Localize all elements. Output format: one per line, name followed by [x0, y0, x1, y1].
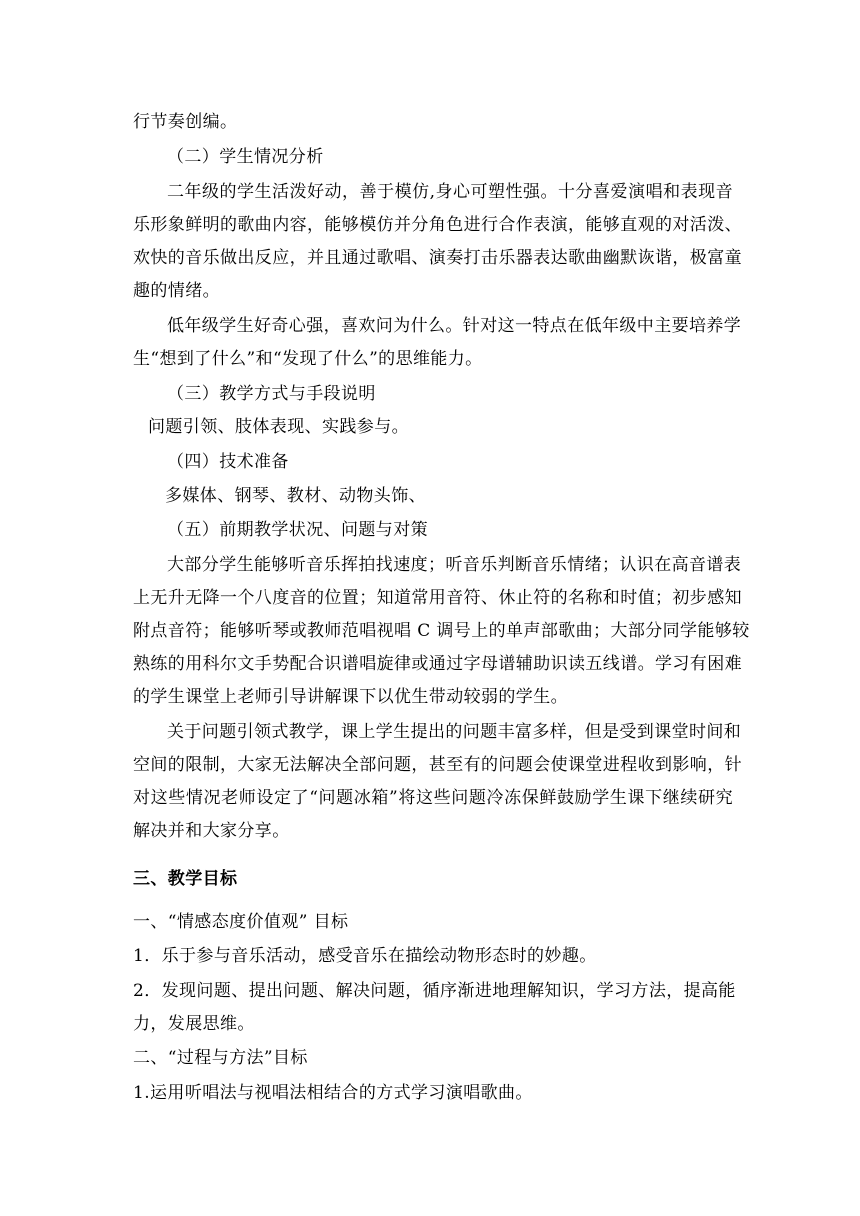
- section-heading: （三）教学方式与手段说明: [167, 384, 376, 404]
- subsection-heading: 一、“情感态度价值观” 目标: [133, 912, 349, 932]
- paragraph-line: 解决并和大家分享。: [133, 821, 290, 841]
- paragraph-line: 附点音符；能够听琴或教师范唱视唱 C 调号上的单声部歌曲；大部分同学能够较: [133, 621, 750, 641]
- subsection-heading: 二、“过程与方法”目标: [133, 1048, 308, 1068]
- paragraph-line: 多媒体、钢琴、教材、动物头饰、: [165, 486, 426, 506]
- paragraph-line: 的学生课堂上老师引导讲解课下以优生带动较弱的学生。: [133, 687, 568, 707]
- paragraph-line: 乐形象鲜明的歌曲内容，能够模仿并分角色进行合作表演，能够直观的对活泼、: [133, 215, 742, 235]
- section-heading: （五）前期教学状况、问题与对策: [167, 520, 428, 540]
- list-item: 1.运用听唱法与视唱法相结合的方式学习演唱歌曲。: [133, 1083, 533, 1103]
- paragraph-line: 生“想到了什么”和“发现了什么”的思维能力。: [133, 349, 483, 369]
- paragraph-line: 趣的情绪。: [133, 281, 220, 301]
- paragraph-line: 问题引领、肢体表现、实践参与。: [148, 417, 409, 437]
- paragraph-line: 大部分学生能够听音乐挥拍找速度；听音乐判断音乐情绪；认识在高音谱表: [167, 555, 742, 575]
- paragraph-line: 欢快的音乐做出反应，并且通过歌唱、演奏打击乐器表达歌曲幽默诙谐，极富童: [133, 248, 742, 268]
- paragraph-line: 上无升无降一个八度音的位置；知道常用音符、休止符的名称和时值；初步感知: [133, 588, 742, 608]
- paragraph-line: 力，发展思维。: [133, 1014, 255, 1034]
- section-heading: （二）学生情况分析: [167, 147, 324, 167]
- list-item: 1．乐于参与音乐活动，感受音乐在描绘动物形态时的妙趣。: [133, 946, 597, 966]
- paragraph-line: 二年级的学生活泼好动，善于模仿,身心可塑性强。十分喜爱演唱和表现音: [167, 182, 733, 202]
- paragraph-line: 关于问题引领式教学，课上学生提出的问题丰富多样，但是受到课堂时间和: [167, 722, 742, 742]
- list-item: 2．发现问题、提出问题、解决问题，循序渐进地理解知识，学习方法，提高能: [133, 981, 736, 1001]
- paragraph-line: 对这些情况老师设定了“问题冰箱”将这些问题冷冻保鲜鼓励学生课下继续研究: [133, 788, 733, 808]
- paragraph-line: 熟练的用科尔文手势配合识谱唱旋律或通过字母谱辅助识读五线谱。学习有困难: [133, 654, 742, 674]
- paragraph-line: 行节奏创编。: [133, 112, 238, 132]
- chapter-heading: 三、教学目标: [133, 869, 238, 889]
- paragraph-line: 低年级学生好奇心强，喜欢问为什么。针对这一特点在低年级中主要培养学: [167, 316, 742, 336]
- section-heading: （四）技术准备: [167, 452, 289, 472]
- paragraph-line: 空间的限制，大家无法解决全部问题，甚至有的问题会使课堂进程收到影响，针: [133, 755, 742, 775]
